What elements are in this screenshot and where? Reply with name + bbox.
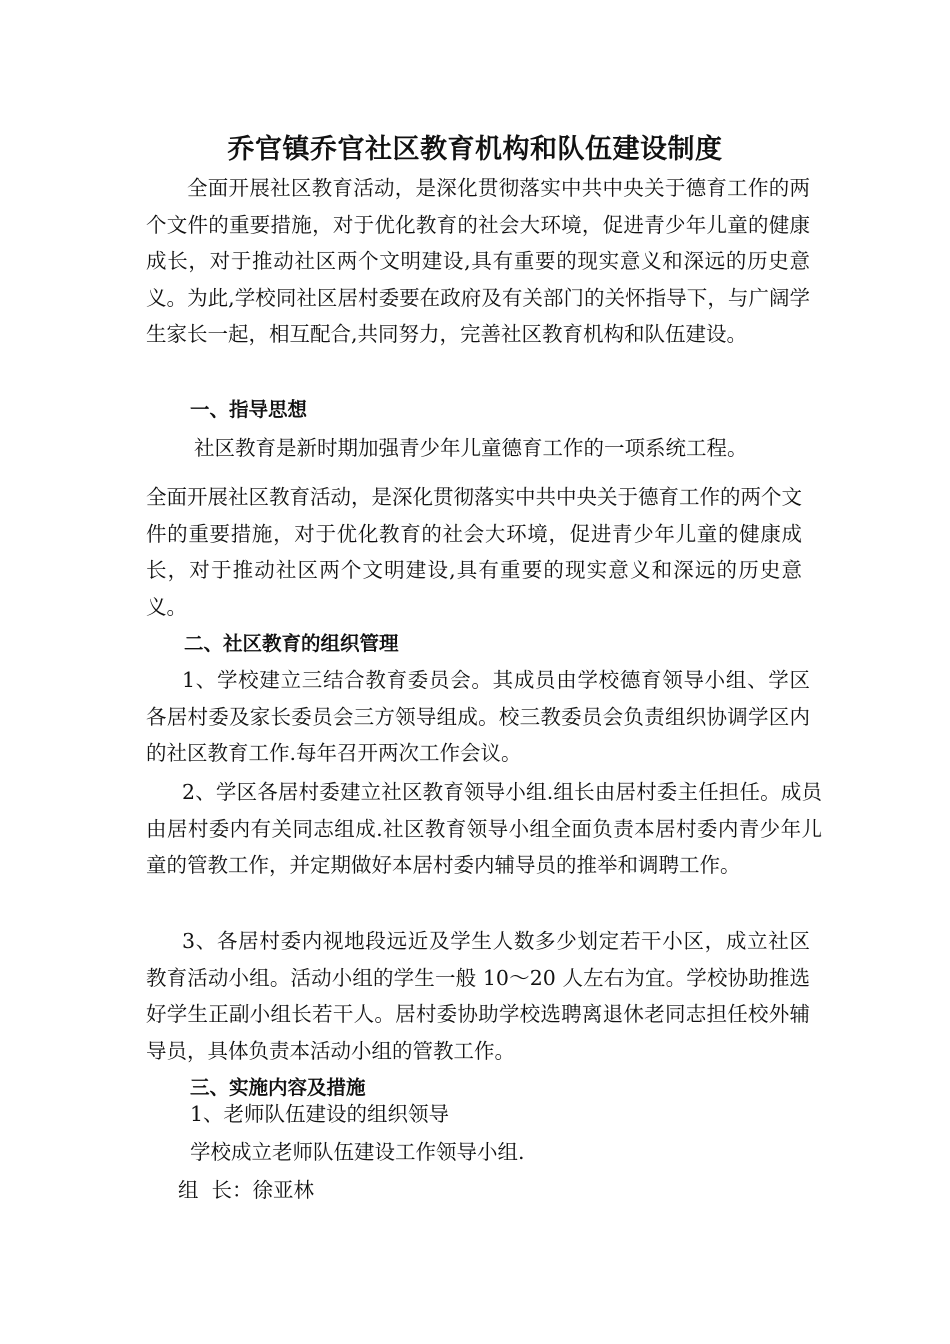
section2-item-3: 3、各居村委内视地段远近及学生人数多少划定若干小区，成立社区教育活动小组。活动小组的学生一般 10～20 人左右为宜。学校协助推选好学生正副小组长若干人。居村委协助学校选聘离退休老同志担任校外辅导员，具体负责本活动小组的管教工作。 — [146, 929, 810, 1063]
section1-first-line: 社区教育是新时期加强青少年儿童德育工作的一项系统工程。 — [194, 436, 748, 460]
section-heading-organization: 二、社区教育的组织管理 — [184, 632, 399, 655]
section1-paragraph: 全面开展社区教育活动，是深化贯彻落实中共中央关于德育工作的两个文件的重要措施，对于优化教育的社会大环境，促进青少年儿童的健康成长，对于推动社区两个文明建设,具有重要的现实意义和深远的历史意义。 — [146, 485, 802, 619]
section3-subheading: 1、老师队伍建设的组织领导 — [190, 1102, 450, 1126]
section2-item-2: 2、学区各居村委建立社区教育领导小组.组长由居村委主任担任。成员由居村委内有关同志组成.社区教育领导小组全面负责本居村委内青少年儿童的管教工作，并定期做好本居村委内辅导员的推举和调聘工作。 — [146, 780, 822, 877]
group-leader-line: 组 长：徐亚林 — [178, 1178, 315, 1202]
section3-line: 学校成立老师队伍建设工作领导小组. — [190, 1140, 525, 1164]
section-heading-implementation: 三、实施内容及措施 — [190, 1076, 366, 1099]
intro-paragraph: 全面开展社区教育活动，是深化贯彻落实中共中央关于德育工作的两个文件的重要措施，对于优化教育的社会大环境，促进青少年儿童的健康成长，对于推动社区两个文明建设,具有重要的现实意义和深远的历史意义。为此,学校同社区居村委要在政府及有关部门的关怀指导下，与广阔学生家长一起，相互配合,共同努力，完善社区教育机构和队伍建设。 — [146, 176, 810, 346]
section2-item-1: 1、学校建立三结合教育委员会。其成员由学校德育领导小组、学区各居村委及家长委员会三方领导组成。校三教委员会负责组织协调学区内的社区教育工作.每年召开两次工作会议。 — [146, 668, 810, 765]
section-heading-guiding-ideology: 一、指导思想 — [190, 398, 308, 421]
document-title: 乔官镇乔官社区教育机构和队伍建设制度 — [227, 134, 723, 165]
